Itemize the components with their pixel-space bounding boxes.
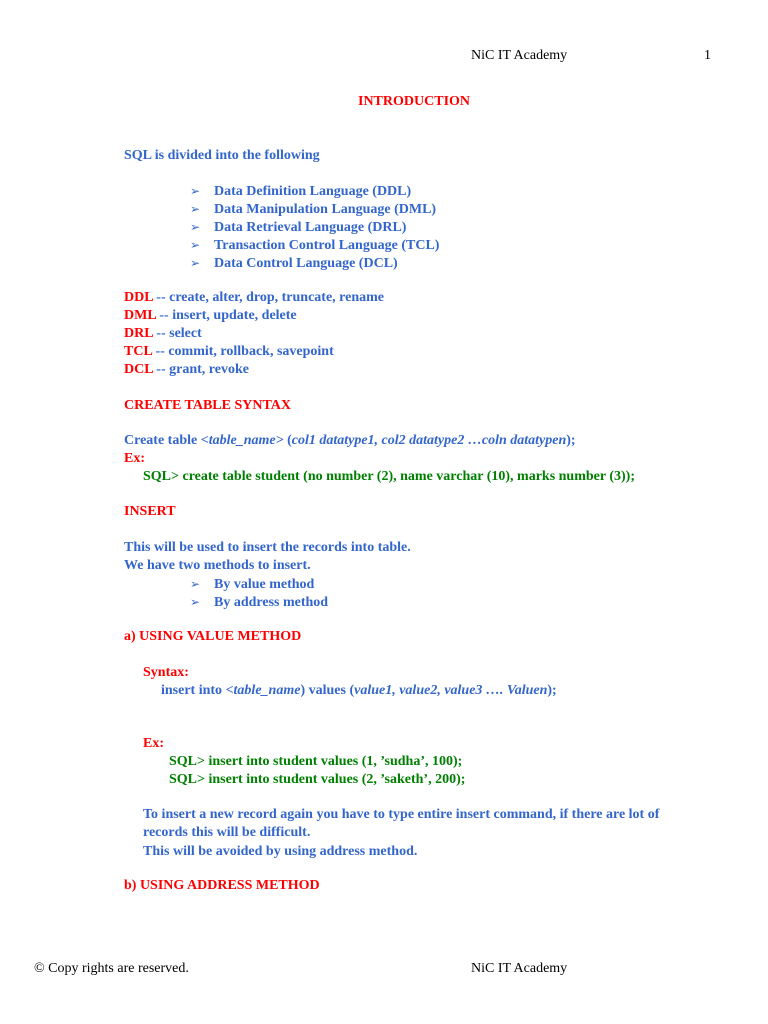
arrow-bullet-icon: ➢ bbox=[190, 238, 201, 252]
note-text: records this will be difficult. bbox=[143, 825, 311, 840]
address-method-heading: b) USING ADDRESS METHOD bbox=[124, 878, 320, 893]
insert-description: We have two methods to insert. bbox=[124, 558, 311, 573]
footer-brand: NiC IT Academy bbox=[471, 961, 568, 976]
command-row: DML -- insert, update, delete bbox=[124, 308, 297, 323]
note-text: To insert a new record again you have to type entire insert command, if there are lot of bbox=[143, 807, 660, 822]
command-row: DRL -- select bbox=[124, 326, 202, 341]
list-item: ➢ Data Manipulation Language (DML) bbox=[190, 202, 437, 217]
command-row: DCL -- grant, revoke bbox=[124, 362, 249, 377]
list-item: ➢ By address method bbox=[190, 595, 329, 610]
arrow-bullet-icon: ➢ bbox=[190, 595, 201, 609]
note-text: This will be avoided by using address method. bbox=[143, 844, 418, 859]
insert-example: SQL> insert into student values (2, ’saketh’, 200); bbox=[169, 772, 466, 787]
command-row: DDL -- create, alter, drop, truncate, rename bbox=[124, 290, 384, 305]
arrow-bullet-icon: ➢ bbox=[190, 184, 201, 198]
arrow-bullet-icon: ➢ bbox=[190, 202, 201, 216]
intro-heading: INTRODUCTION bbox=[358, 94, 471, 109]
list-item: ➢ Transaction Control Language (TCL) bbox=[190, 238, 440, 253]
arrow-bullet-icon: ➢ bbox=[190, 577, 201, 591]
arrow-bullet-icon: ➢ bbox=[190, 256, 201, 270]
list-item: ➢ Data Retrieval Language (DRL) bbox=[190, 220, 407, 235]
insert-example: SQL> insert into student values (1, ’sudha’, 100); bbox=[169, 754, 463, 769]
sql-divided-text: SQL is divided into the following bbox=[124, 148, 320, 163]
list-item: ➢ Data Definition Language (DDL) bbox=[190, 184, 412, 199]
syntax-label: Syntax: bbox=[143, 665, 189, 680]
footer-copyright: © Copy rights are reserved. bbox=[34, 961, 189, 976]
create-table-heading: CREATE TABLE SYNTAX bbox=[124, 398, 292, 413]
insert-description: This will be used to insert the records into table. bbox=[124, 540, 411, 555]
insert-syntax: insert into <table_name) values (value1, value2, value3 …. Valuen); bbox=[161, 683, 557, 698]
header-title: NiC IT Academy bbox=[471, 48, 568, 63]
arrow-bullet-icon: ➢ bbox=[190, 220, 201, 234]
create-table-syntax: Create table <table_name> (col1 datatype1, col2 datatype2 …coln datatypen); bbox=[124, 433, 576, 448]
list-item: ➢ By value method bbox=[190, 577, 315, 592]
command-row: TCL -- commit, rollback, savepoint bbox=[124, 344, 334, 359]
value-method-heading: a) USING VALUE METHOD bbox=[124, 629, 302, 644]
page-number: 1 bbox=[704, 48, 711, 63]
create-table-example: SQL> create table student (no number (2), name varchar (10), marks number (3)); bbox=[143, 469, 635, 484]
list-item: ➢ Data Control Language (DCL) bbox=[190, 256, 398, 271]
example-label: Ex: bbox=[143, 736, 164, 751]
insert-heading: INSERT bbox=[124, 504, 176, 519]
example-label: Ex: bbox=[124, 451, 145, 466]
